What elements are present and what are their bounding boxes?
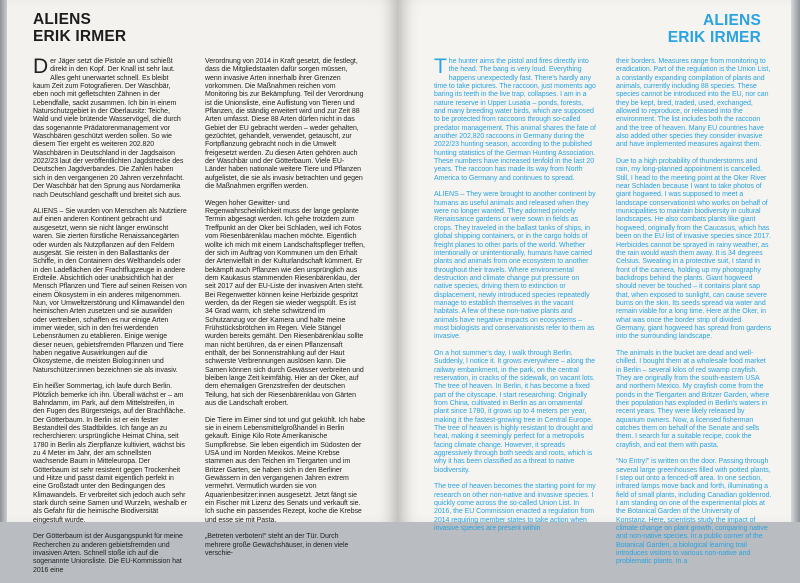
paragraph: ALIENS – Sie wurden von Menschen als Nutztiere auf einen anderen Kontinent gebracht und ausgesetzt, wenn sie nicht länger erwünscht waren. Sie zierten fürstliche Renaissancegärten oder wurden als Nutzpflanzen auf den Feldern ausgesät. Sie reisten in den Ballasttanks der Schiffe, in den Containern des Welthandels oder in den Ladeflächen der Frachtflugzeuge in andere Erdteile. Absichtlich oder unabsichtlich hat der Mensch Pflanzen und Tiere auf seinen Reisen von einem Ökosystem in ein anderes mitgenommen. Nun, vor Umweltzerstörung und Klimawandel den heimischen Arten zusetzen und sie auswilden oder vertreiben, schaffen es nur einige Arten immer wieder, sich in den frei werdenden Lebensräumen zu etablieren. Einige wenige dieser neuen, gebietsfremden Pflanzen und Tiere haben negative Auswirkungen auf die Ökosysteme, die meisten Biolog:innen und Naturschützer:innen bezeichnen sie als invasiv. [33, 208, 187, 374]
book-edge-left [0, 0, 7, 522]
left-page-german [7, 0, 398, 574]
paragraph: “No Entry!” is written on the door. Passing through several large greenhouses filled with potted plants, I step out onto a fenced-off area. In one section, infrared lamps move back and forth, illuminating a field of small plants, including Canadian goldenrod. I am standing on one of the experimental plots at the Botanical Garden of the University of Konstanz. Here, scientists study the impact of climate change on plant growth, comparing native and non-native species. In a public corner of the Botanical Garden, a biological learning trail introduces visitors to various non-native and problematic plants. In a [616, 458, 772, 566]
title-author: ERIK IRMER [33, 28, 127, 45]
left-column-1 [33, 55, 187, 583]
paragraph: „Betreten verboten!“ steht an der Tür. Durch mehrere große Gewächshäuser, in denen viele verschie- [205, 533, 349, 558]
left-page-title [33, 11, 126, 45]
title-aliens: ALIENS [702, 12, 761, 29]
paragraph: On a hot summer's day, I walk through Berlin. Suddenly, I notice it. It grows everywhere – along the railway embankment, in the park, on the central reservation, in cracks of the sidewalk, on vacant lots. The tree of heaven. In Berlin, it has become a fixed part of the cityscape. I start researching: Originally from China, cultivated in Berlin as an ornamental plant since 1780, it grows up to 4 meters per year, making it the fastest-growing tree in Central Europe. The tree of heaven is highly resistant to drought and heat, making it seemingly perfect for a metropolis facing climate change. However, it spreads aggressively through both seeds and roots, which is why it has been classified as a threat to native biodiversity. [434, 349, 595, 474]
paragraph: Der Götterbaum ist der Ausgangspunkt für meine Recherchen zu anderen gebietsfremden und invasiven Arten. Schnell stoße ich auf die sogenannte Unionsliste. Die EU-Kommission hat 2016 eine [33, 533, 183, 574]
title-author: ERIK IRMER [667, 29, 761, 46]
right-page-english [398, 0, 791, 566]
paragraph: Due to a high probability of thunderstorms and rain, my long-planned appointment is cancelled. Still, I head to the meeting point at the Oker River near Schladen because I want to take photos of giant hogweed. I was supposed to meet a landscape conservationist who works on behalf of municipalities to maintain biodiversity in cultural landscapes. He also combats plants like giant hogweed, originally from the Caucasus, which has been on the EU list of invasive species since 2017. Herbicides cannot be sprayed in rainy weather, as the rain would wash them away. It is 34 degrees Celsius. Sweating in a protective suit, I stand in front of the camera, holding up my photography backdrops behind the plants. Giant hogweed should never be touched – it contains plant sap that, when exposed to sunlight, can cause severe burns on the skin. Its seeds spread via water and remain viable for a long time. Here at the Oker, in what was once the border strip of divided Germany, giant hogweed has spread from gardens into the surrounding landscape. [616, 158, 772, 341]
drop-cap: D [33, 55, 49, 78]
paragraph: The tree of heaven becomes the starting point for my research on other non-native and invasive species. I quickly come across the so-called Union List. In 2016, the EU Commission enacted a regulation from 2014 requiring member states to take action when invasive species are present within [434, 483, 596, 533]
left-column-2 [205, 58, 365, 567]
paragraph: Wegen hoher Gewitter- und Regenwahrscheinlichkeit muss der lange geplante Termin abgesagt werden. Ich gehe trotzdem zum Treffpunkt an der Oker bei Schladen, weil ich Fotos vom Riesenbärenklau machen möchte. Eigentlich wollte ich mich mit einem Landschaftspfleger treffen, der sich im Auftrag von Kommunen um den Erhalt der Artenvielfalt in der Kulturlandschaft kümmert. Er bekämpft auch Pflanzen wie den ursprünglich aus dem Kaukasus stammenden Riesenbärenklau, der seit 2017 auf der EU-Liste der invasiven Arten steht. Bei Regenwetter können keine Herbizide gespritzt werden, da der Regen sie wieder wegspült. Es ist 34 Grad warm, ich stehe schwitzend im Schutzanzug vor der Kamera und halte meine Frühstücksbrötchen im Regen. Viele Stängel wurden bereits gemäht. Den Riesenbärenklau sollte man nicht berühren, da er einen Pflanzensaft enthält, der bei Sonnenstrahlung auf der Haut schwerste Verbrennungen auslösen kann. Die Samen können sich durch Gewässer verbreiten und bleiben lange Zeit keimfähig. Hier an der Oker, auf dem ehemaligen Grenzstreifen der deutschen Teilung, hat sich der Riesenbärenklau von Gärten aus die Landschaft erobert. [205, 199, 365, 408]
paragraph: The animals in the bucket are dead and well-chilled. I bought them at a wholesale food market in Berlin – several kilos of red swamp crayfish. They are originally from the south-eastern USA and northern Mexico. My crayfish come from the ponds in the Tiergarten and Britzer Garden, where their population has exploded in Berlin's waters in recent years. They were likely released by aquarium owners. Now, a licensed fisherman catches them on behalf of the Senate and sells them. I search for a suitable recipe, cook the crayfish, and eat them with pasta. [616, 349, 770, 449]
paragraph: Verordnung von 2014 in Kraft gesetzt, die festlegt, dass die Mitgliedstaaten dafür sorgen müssen, wenn invasive Arten innerhalb ihrer Grenzen vorkommen. Die Maßnahmen reichen vom Monitoring bis zur Bekämpfung. Teil der Verordnung ist die Unionsliste, eine Auflistung von Tieren und Pflanzen, die ständig erweitert wird und zur Zeit 88 Arten umfasst. Diese 88 Arten dürfen nicht in das Gebiet der EU gebracht werden – weder gehalten, gezüchtet, gehandelt, verwendet, getauscht, zur Fortpflanzung gebracht noch in die Umwelt freigesetzt werden. Zu diesen Arten gehören auch der Waschbär und der Götterbaum. Viele EU-Länder haben nationale weitere Tiere und Pflanzen aufgelistet, die sie als invasiv betrachten und gegen die Maßnahmen ergriffen werden. [205, 58, 364, 191]
title-aliens: ALIENS [33, 11, 92, 28]
paragraph: Der Jäger setzt die Pistole an und schießt direkt in den Kopf. Der Knall ist sehr laut. Alles geht unerwartet schnell. Es bleibt kaum Zeit zum Fotografieren. Der Waschbär, eben noch mit gefletschten Zähnen in der Lebendfalle, sackt zusammen. Ich bin in einem Naturschutzgebiet in der Oberlausitz: Teiche, Wald und viele brütende Wasservögel, die durch das sogenannte Prädatorenmanagement vor Waschbären geschützt werden sollen. So wie diesem Tier ergeht es weiteren 202.820 Waschbären in Deutschland in der Jagdsaison 2022/23 laut der veröffentlichten Jagdstrecke des Deutschen Jagdverbandes. Die Zahlen haben sich in den vergangenen 20 Jahren verzehnfacht. Der Waschbär hat den Sprung aus Nordamerika nach Deutschland geschafft und breitet sich aus. [33, 55, 184, 199]
paragraph: The hunter aims the pistol and fires directly into the head. The bang is very loud. Everything happens unexpectedly fast. There's hardly any time to take pictures. The raccoon, just moments ago baring its teeth in the live trap, collapses. I am in a nature reserve in Upper Lusatia – ponds, forests, and many breeding water birds, which are supposed to be protected from raccoons through so-called predator management. This animal shares the fate of another 202,820 raccoons in Germany during the 2022/23 hunting season, according to the published hunting statistics of the German Hunting Association. These numbers have increased tenfold in the last 20 years. The raccoon has made its way from North America to Germany and continues to spread. [434, 55, 596, 182]
right-page-title [668, 12, 761, 46]
paragraph: Ein heißer Sommertag, ich laufe durch Berlin. Plötzlich bemerke ich ihn. Überall wächst er – am Bahndamm, im Park, auf dem Mittelstreifen, in den Fugen des Bürgersteigs, auf der Brachfläche. Der Götterbaum. In Berlin ist er ein fester Bestandteil des Stadtbildes. Ich fange an zu recherchieren: ursprüngliche Heimat China, seit 1780 in Berlin als Zierpflanze kultiviert, wächst bis zu 4 Meter im Jahr, der am schnellsten wachsende Baum in Mitteleuropa. Der Götterbaum ist sehr resistent gegen Trockenheit und Hitze und passt damit eigentlich perfekt in eine Großstadt unter den Bedingungen des Klimawandels. Er verbreitet sich jedoch auch sehr stark durch seine Samen und Wurzeln, weshalb er als Gefahr für die heimische Biodiversität eingestuft wurde. [33, 383, 187, 524]
right-column-2 [616, 58, 772, 575]
paragraph: their borders. Measures range from monitoring to eradication. Part of the regulation is the Union List, a constantly expanding compilation of plants and animals, currently including 88 species. These species cannot be introduced into the EU, nor can they be kept, bred, traded, used, exchanged, allowed to reproduce, or released into the environment. The list includes both the raccoon and the tree of heaven. Many EU countries have also added other species they consider invasive and have implemented measures against them. [616, 58, 771, 149]
paragraph: ALIENS – They were brought to another continent by humans as useful animals and released when they were no longer wanted. They adorned princely Renaissance gardens or were sown in fields as crops. They traveled in the ballast tanks of ships, in global shipping containers, or in the cargo holds of freight planes to other parts of the world. Whether intentionally or unintentionally, humans have carried plants and animals from one ecosystem to another throughout their travels. Where environmental destruction and climate change put pressure on native species, driving them to extinction or displacement, newly introduced species repeatedly manage to establish themselves in the vacant habitats. A few of these non-native plants and animals have negative impacts on ecosystems – most biologists and conservationists refer to them as invasive. [434, 191, 596, 341]
paragraph: Die Tiere im Eimer sind tot und gut gekühlt. Ich habe sie in einem Lebensmittelgroßhandel in Berlin gekauft. Einige Kilo Rote Amerikanische Sumpfkrebse. Sie leben eigentlich im Südosten der USA und im Norden Mexikos. Meine Krebse stammen aus den Teichen im Tiergarten und im Britzer Garten, sie haben sich in den Berliner Gewässern in den vergangenen Jahren extrem vermehrt. Vermutlich wurden sie von Aquarienbesitzer:innen ausgesetzt. Jetzt fängt sie ein Fischer mit Lizenz des Senats und verkauft sie. Ich suche ein passendes Rezept, koche die Krebse und esse sie mit Pasta. [205, 416, 365, 524]
drop-cap: T [434, 55, 447, 78]
right-column-1 [434, 55, 596, 542]
book-edge-right [791, 0, 800, 522]
